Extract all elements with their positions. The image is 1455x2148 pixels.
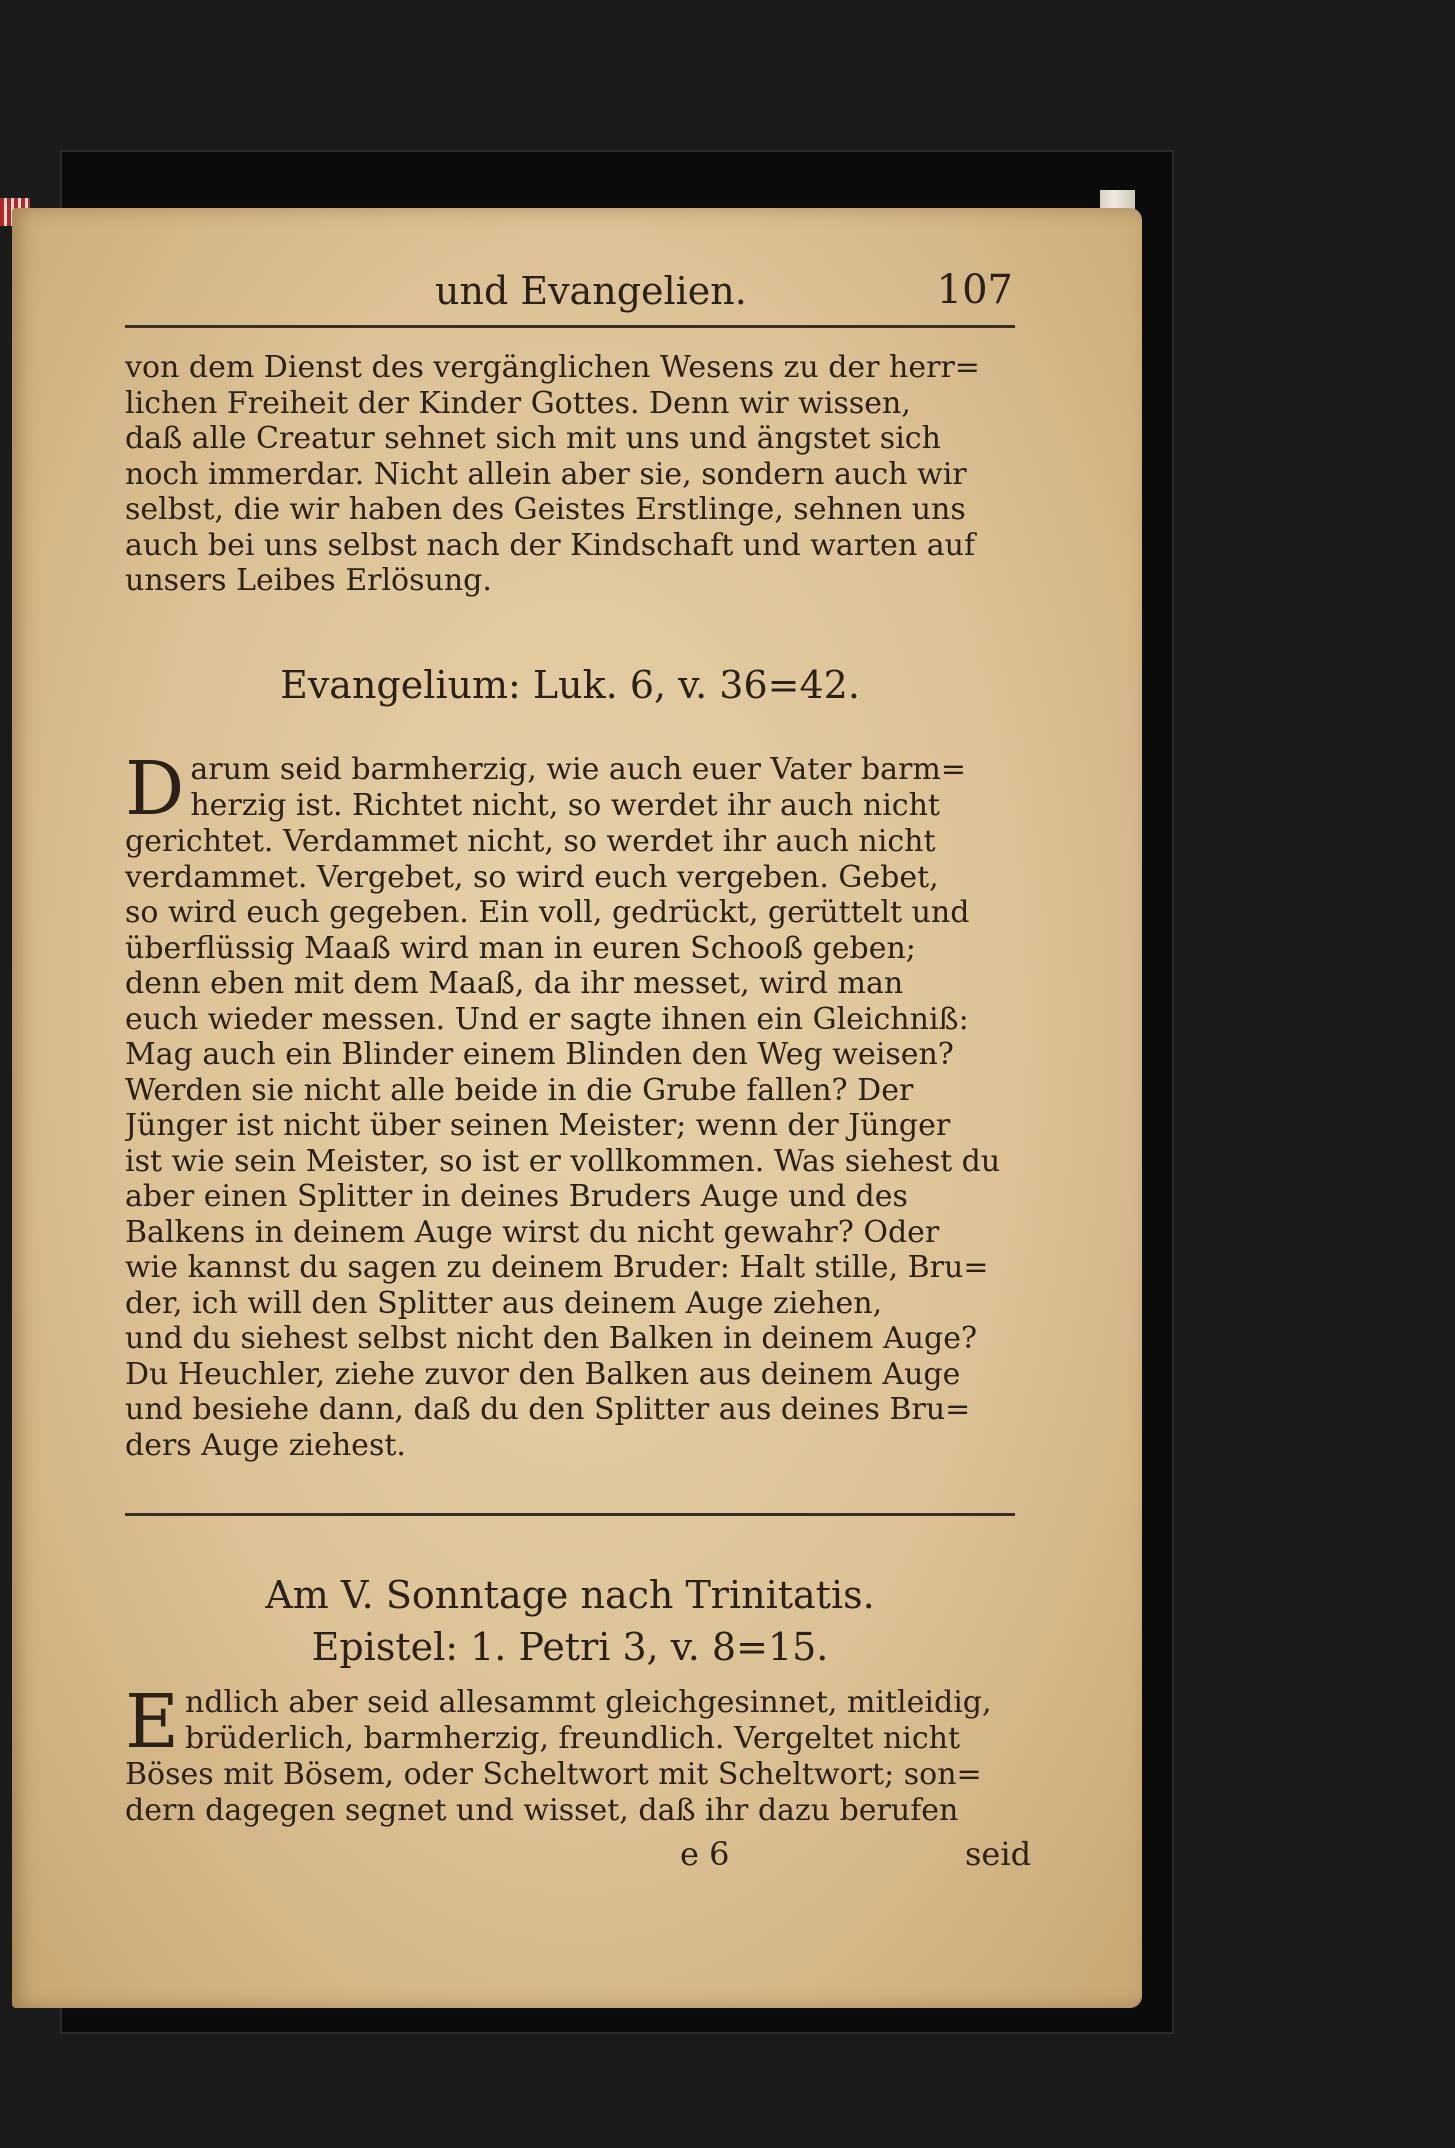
page-header [125,265,1015,328]
text-line: aber einen Splitter in deines Bruders Auge und des [125,1179,908,1214]
running-head: und Evangelien. [435,269,747,313]
text-line: Werden sie nicht alle beide in die Grube fallen? Der [125,1072,914,1108]
sunday-title: Am V. Sonntage nach Trinitatis. [265,1573,875,1617]
dropcap: D [125,746,185,832]
text-line: noch immerdar. Nicht allein aber sie, sondern auch wir [125,456,967,492]
text-line: lichen Freiheit der Kinder Gottes. Denn wir wissen, [125,385,911,421]
epistle-heading: Epistel: 1. Petri 3, v. 8=15. [311,1625,829,1669]
text-line: überflüssig Maaß wird man in euren Schooß geben; [125,930,916,966]
text-line: Jünger ist nicht über seinen Meister; wenn der Jünger [125,1108,951,1143]
text-line: ist wie sein Meister, so ist er vollkommen. Was siehest du [125,1143,1001,1179]
dropcap: E [125,1679,180,1765]
text-line: Du Heuchler, ziehe zuvor den Balken aus deinem Auge [125,1356,961,1392]
text-line: Böses mit Bösem, oder Scheltwort mit Scheltwort; son= [125,1757,982,1792]
text-line: brüderlich, barmherzig, freundlich. Vergeltet nicht [185,1720,961,1756]
page-number: 107 [936,267,1013,313]
text-line: und du siehest selbst nicht den Balken in deinem Auge? [125,1321,978,1356]
text-line: so wird euch gegeben. Ein voll, gedrückt, gerüttelt und [125,895,970,930]
catchword: seid [965,1835,1032,1873]
text-line: auch bei uns selbst nach der Kindschaft und warten auf [125,527,976,563]
text-line: arum seid barmherzig, wie auch euer Vater barm= [190,752,966,787]
text-line: und besiehe dann, daß du den Splitter aus deines Bru= [125,1392,971,1427]
text-line: euch wieder messen. Und er sagte ihnen ein Gleichniß: [125,1001,969,1037]
text-line: der, ich will den Splitter aus deinem Auge ziehen, [125,1285,883,1321]
epistle-text [125,1679,1015,1828]
text-line: Mag auch ein Blinder einem Blinden den Weg weisen? [125,1037,954,1072]
text-line: ders Auge ziehest. [125,1427,406,1463]
gospel-text [125,746,1015,1463]
text-line: ndlich aber seid allesammt gleichgesinnet, mitleidig, [185,1685,992,1720]
text-line: verdammet. Vergebet, so wird euch vergeben. Gebet, [125,859,939,895]
text-line: von dem Dienst des vergänglichen Wesens zu der herr= [125,350,980,385]
text-line: unsers Leibes Erlösung. [125,563,492,598]
text-line: gerichtet. Verdammet nicht, so werdet ihr auch nicht [125,824,936,859]
epistle-continuation [125,350,1015,599]
section-divider [125,1513,1015,1516]
text-line: selbst, die wir haben des Geistes Erstlinge, sehnen uns [125,492,966,527]
text-line: wie kannst du sagen zu deinem Bruder: Halt stille, Bru= [125,1250,989,1285]
text-line: herzig ist. Richtet nicht, so werdet ihr auch nicht [190,787,940,823]
text-line: daß alle Creatur sehnet sich mit uns und ängstet sich [125,421,941,456]
gospel-heading: Evangelium: Luk. 6, v. 36=42. [280,663,860,707]
signature-mark: e 6 [680,1835,730,1873]
text-line: Balkens in deinem Auge wirst du nicht gewahr? Oder [125,1214,940,1250]
text-line: dern dagegen segnet und wisset, daß ihr dazu berufen [125,1792,959,1828]
text-line: denn eben mit dem Maaß, da ihr messet, wird man [125,966,904,1001]
